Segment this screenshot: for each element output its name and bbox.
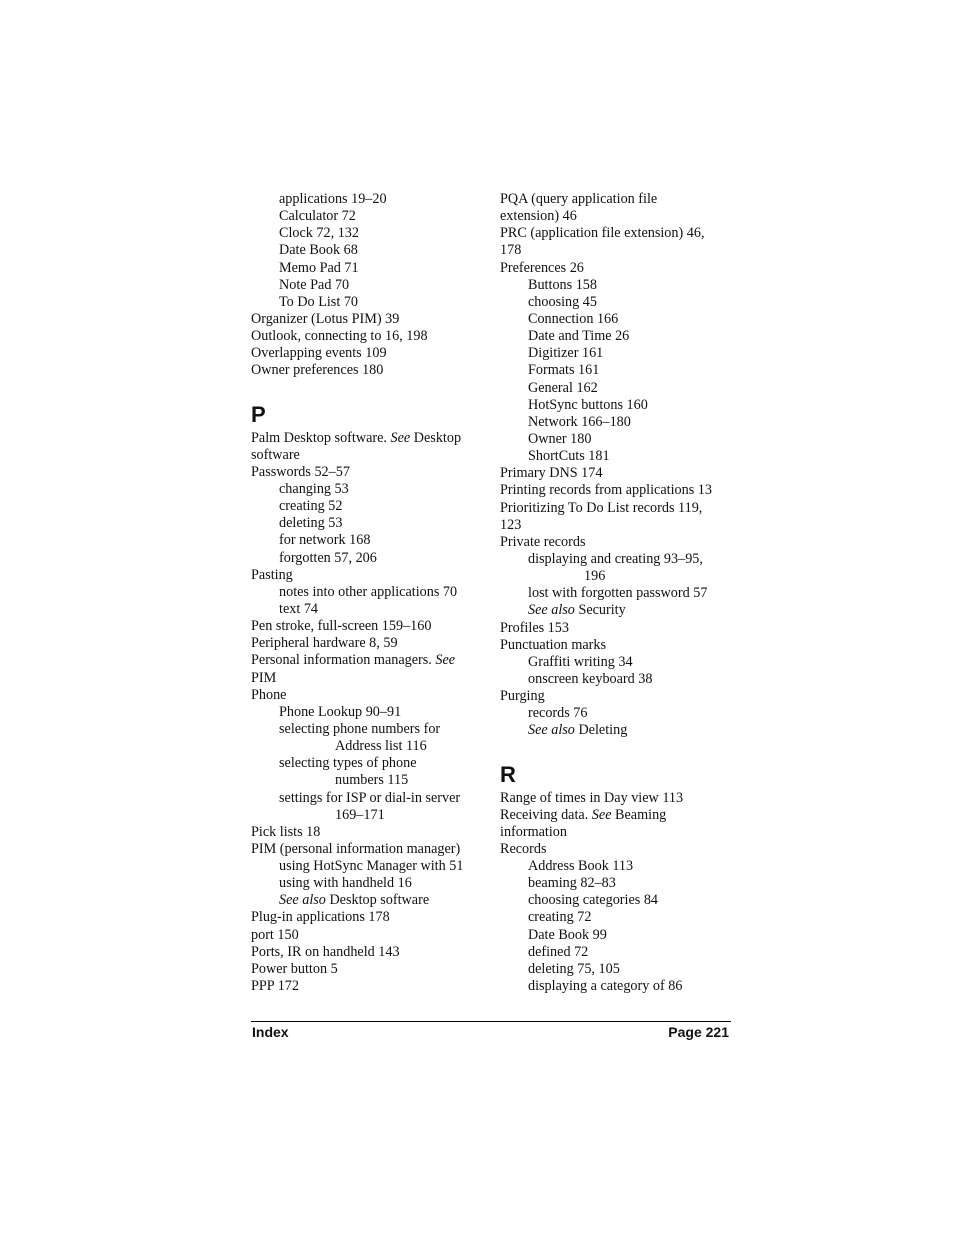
index-entry	[251, 670, 491, 687]
index-subentry	[500, 892, 740, 909]
index-subentry	[251, 515, 491, 532]
cross-reference-label: See	[591, 806, 612, 823]
index-entry-text: choosing categories 84	[528, 892, 659, 909]
index-column-right	[500, 191, 740, 995]
index-entry	[500, 260, 740, 277]
index-entry-text: Memo Pad 71	[279, 259, 359, 276]
cross-reference-label: See also	[528, 722, 575, 739]
index-entry-text: numbers 115	[335, 772, 409, 789]
index-subentry	[500, 551, 740, 568]
index-entry-text: settings for ISP or dial-in server	[279, 789, 461, 806]
index-entry-text: software	[251, 446, 300, 463]
index-entry	[251, 618, 491, 635]
index-entry-text: Pasting	[251, 566, 293, 583]
index-entry-text: information	[500, 823, 567, 840]
index-entry	[500, 465, 740, 482]
index-entry-text: Owner 180	[528, 430, 592, 447]
index-entry-text: Preferences 26	[500, 259, 584, 276]
index-subentry	[500, 294, 740, 311]
index-entry-text: Connection 166	[528, 310, 619, 327]
index-entry-text: Printing records from applications 13	[500, 482, 712, 499]
index-entry	[500, 620, 740, 637]
index-entry	[500, 242, 740, 259]
index-entry-text: 123	[500, 516, 522, 533]
index-entry-text: Phone Lookup 90–91	[279, 703, 402, 720]
index-entry	[500, 482, 740, 499]
index-entry-text: Beaming	[611, 806, 667, 823]
index-subentry	[500, 397, 740, 414]
index-entry-text: Phone	[251, 686, 287, 703]
index-entry-text: General 162	[528, 379, 598, 396]
index-entry	[500, 500, 740, 517]
index-entry-text: selecting phone numbers for	[279, 720, 441, 737]
index-entry-text: PRC (application file extension) 46,	[500, 225, 705, 242]
index-entry-text: Personal information managers.	[251, 652, 436, 669]
index-subentry	[251, 858, 491, 875]
index-column-left	[251, 191, 491, 995]
index-entry-text: Owner preferences 180	[251, 362, 384, 379]
index-entry	[251, 944, 491, 961]
index-entry-text: Plug-in applications 178	[251, 909, 390, 926]
index-continuation	[500, 568, 740, 585]
index-letter-heading: P	[251, 401, 266, 427]
index-entry-text: Private records	[500, 533, 586, 550]
index-entry-text: Desktop	[410, 429, 462, 446]
index-entry-text: Receiving data.	[500, 806, 592, 823]
index-entry	[251, 824, 491, 841]
index-subentry	[251, 755, 491, 772]
index-entry	[251, 687, 491, 704]
index-entry-text: creating 52	[279, 498, 343, 515]
index-subentry	[251, 584, 491, 601]
index-entry	[500, 841, 740, 858]
index-entry	[251, 567, 491, 584]
index-entry	[500, 191, 740, 208]
index-entry-text: PIM	[251, 669, 277, 686]
index-entry-text: Profiles 153	[500, 619, 569, 636]
index-entry	[500, 517, 740, 534]
index-subentry	[500, 654, 740, 671]
index-entry-text: PIM (personal information manager)	[251, 840, 461, 857]
index-entry-text: for network 168	[279, 532, 371, 549]
index-entry-text: notes into other applications 70	[279, 583, 458, 600]
index-entry-text: Date and Time 26	[528, 328, 630, 345]
index-entry-text: Purging	[500, 688, 545, 705]
index-entry	[251, 841, 491, 858]
index-entry-text: Palm Desktop software.	[251, 429, 391, 446]
index-subentry	[251, 498, 491, 515]
index-entry-text: Buttons 158	[528, 276, 597, 293]
index-subentry	[500, 380, 740, 397]
index-entry	[251, 652, 491, 669]
index-subentry	[500, 345, 740, 362]
index-entry-text: Records	[500, 840, 547, 857]
index-entry	[251, 430, 491, 447]
index-subentry	[251, 260, 491, 277]
index-subentry	[251, 225, 491, 242]
index-subentry	[500, 602, 740, 619]
index-subentry	[500, 671, 740, 688]
index-entry-text: beaming 82–83	[528, 875, 616, 892]
index-subentry	[251, 721, 491, 738]
index-entry-text: Graffiti writing 34	[528, 653, 633, 670]
index-entry-text: Calculator 72	[279, 208, 356, 225]
index-subentry	[251, 294, 491, 311]
index-subentry	[500, 431, 740, 448]
index-entry-text: Range of times in Day view 113	[500, 789, 684, 806]
index-entry-text: 169–171	[335, 806, 385, 823]
index-subentry	[251, 704, 491, 721]
cross-reference-label: See also	[279, 892, 326, 909]
index-entry-text: text 74	[279, 600, 319, 617]
index-entry	[251, 927, 491, 944]
index-entry-text: ShortCuts 181	[528, 448, 610, 465]
index-subentry	[500, 944, 740, 961]
index-entry-text: onscreen keyboard 38	[528, 670, 653, 687]
index-subentry	[500, 875, 740, 892]
index-entry-text: applications 19–20	[279, 191, 387, 207]
index-entry	[500, 534, 740, 551]
index-entry-text: Pen stroke, full-screen 159–160	[251, 618, 432, 635]
footer-section-label: Index	[252, 1024, 289, 1040]
index-entry	[500, 688, 740, 705]
index-entry-text: HotSync buttons 160	[528, 396, 648, 413]
index-entry	[500, 225, 740, 242]
index-entry-text: 196	[584, 568, 606, 585]
index-entry-text: Outlook, connecting to 16, 198	[251, 328, 428, 345]
index-entry-text: selecting types of phone	[279, 755, 417, 772]
index-entry-text: Deleting	[574, 722, 628, 739]
index-subentry	[251, 550, 491, 567]
index-entry-text: Punctuation marks	[500, 636, 606, 653]
index-subentry	[500, 978, 740, 995]
index-entry-text: changing 53	[279, 480, 349, 497]
index-subentry	[251, 208, 491, 225]
index-continuation	[251, 738, 491, 755]
index-entry-text: Pick lists 18	[251, 823, 321, 840]
index-subentry	[251, 532, 491, 549]
index-subentry	[500, 448, 740, 465]
index-subentry	[251, 242, 491, 259]
index-subentry	[251, 875, 491, 892]
index-subentry	[500, 277, 740, 294]
index-subentry	[500, 722, 740, 739]
index-entry	[251, 362, 491, 379]
cross-reference-label: See	[390, 429, 411, 446]
index-subentry	[251, 481, 491, 498]
cross-reference-label: See	[435, 652, 456, 669]
index-subentry	[251, 191, 491, 208]
index-subentry	[251, 601, 491, 618]
index-entry-text: Primary DNS 174	[500, 465, 603, 482]
index-entry-text: 178	[500, 242, 522, 259]
index-entry-text: Peripheral hardware 8, 59	[251, 635, 398, 652]
index-entry	[251, 961, 491, 978]
index-entry-text: deleting 75, 105	[528, 960, 620, 977]
index-subentry	[500, 927, 740, 944]
index-entry-text: Passwords 52–57	[251, 463, 350, 480]
index-entry-text: Overlapping events 109	[251, 345, 387, 362]
index-entry	[500, 790, 740, 807]
index-entry-text: Digitizer 161	[528, 345, 604, 362]
index-subentry	[500, 414, 740, 431]
index-entry-text: Power button 5	[251, 960, 338, 977]
cross-reference-label: See also	[528, 602, 575, 619]
index-entry-text: Desktop software	[325, 892, 430, 909]
index-entry	[500, 208, 740, 225]
index-entry-text: Ports, IR on handheld 143	[251, 943, 400, 960]
index-subentry	[500, 362, 740, 379]
index-entry-text: using HotSync Manager with 51	[279, 858, 464, 875]
index-entry-text: deleting 53	[279, 515, 343, 532]
index-entry-text: To Do List 70	[279, 293, 359, 310]
index-entry-text: displaying a category of 86	[528, 978, 683, 995]
index-entry-text: using with handheld 16	[279, 875, 412, 892]
index-entry	[251, 345, 491, 362]
index-entry-text: PQA (query application file	[500, 191, 658, 207]
index-entry-text: creating 72	[528, 909, 592, 926]
index-entry-text: Formats 161	[528, 362, 600, 379]
index-subentry	[251, 892, 491, 909]
index-entry	[500, 824, 740, 841]
index-subentry	[500, 909, 740, 926]
index-entry-text: records 76	[528, 705, 588, 722]
index-entry-text: PPP 172	[251, 978, 299, 995]
index-entry-text: Date Book 68	[279, 242, 358, 259]
index-entry	[251, 909, 491, 926]
index-entry-text: Organizer (Lotus PIM) 39	[251, 310, 400, 327]
index-subentry	[500, 961, 740, 978]
index-entry-text: defined 72	[528, 943, 589, 960]
index-subentry	[500, 328, 740, 345]
index-subentry	[251, 277, 491, 294]
index-entry	[251, 328, 491, 345]
footer-rule	[251, 1021, 731, 1022]
index-subentry	[500, 585, 740, 602]
index-entry-text: Clock 72, 132	[279, 225, 359, 242]
index-entry-text: lost with forgotten password 57	[528, 585, 708, 602]
index-entry-text: displaying and creating 93–95,	[528, 550, 703, 567]
index-entry	[251, 635, 491, 652]
index-entry-text: Network 166–180	[528, 413, 631, 430]
index-subentry	[500, 858, 740, 875]
index-entry	[500, 807, 740, 824]
index-entry-text: Address list 116	[335, 738, 427, 755]
index-entry-text: extension) 46	[500, 208, 577, 225]
index-entry	[251, 464, 491, 481]
index-entry-text: Note Pad 70	[279, 276, 350, 293]
index-entry-text: choosing 45	[528, 293, 597, 310]
index-entry	[500, 637, 740, 654]
footer-page-number: Page 221	[668, 1024, 729, 1040]
index-entry-text: port 150	[251, 926, 299, 943]
index-entry-text: forgotten 57, 206	[279, 549, 377, 566]
index-entry	[251, 311, 491, 328]
index-letter-heading: R	[500, 761, 516, 787]
index-subentry	[500, 311, 740, 328]
index-entry	[251, 978, 491, 995]
index-subentry	[251, 790, 491, 807]
index-entry-text: Security	[574, 602, 626, 619]
index-entry-text: Prioritizing To Do List records 119,	[500, 499, 703, 516]
index-continuation	[251, 807, 491, 824]
index-entry-text: Date Book 99	[528, 926, 607, 943]
index-entry	[251, 447, 491, 464]
index-entry-text: Address Book 113	[528, 858, 634, 875]
index-subentry	[500, 705, 740, 722]
index-continuation	[251, 772, 491, 789]
